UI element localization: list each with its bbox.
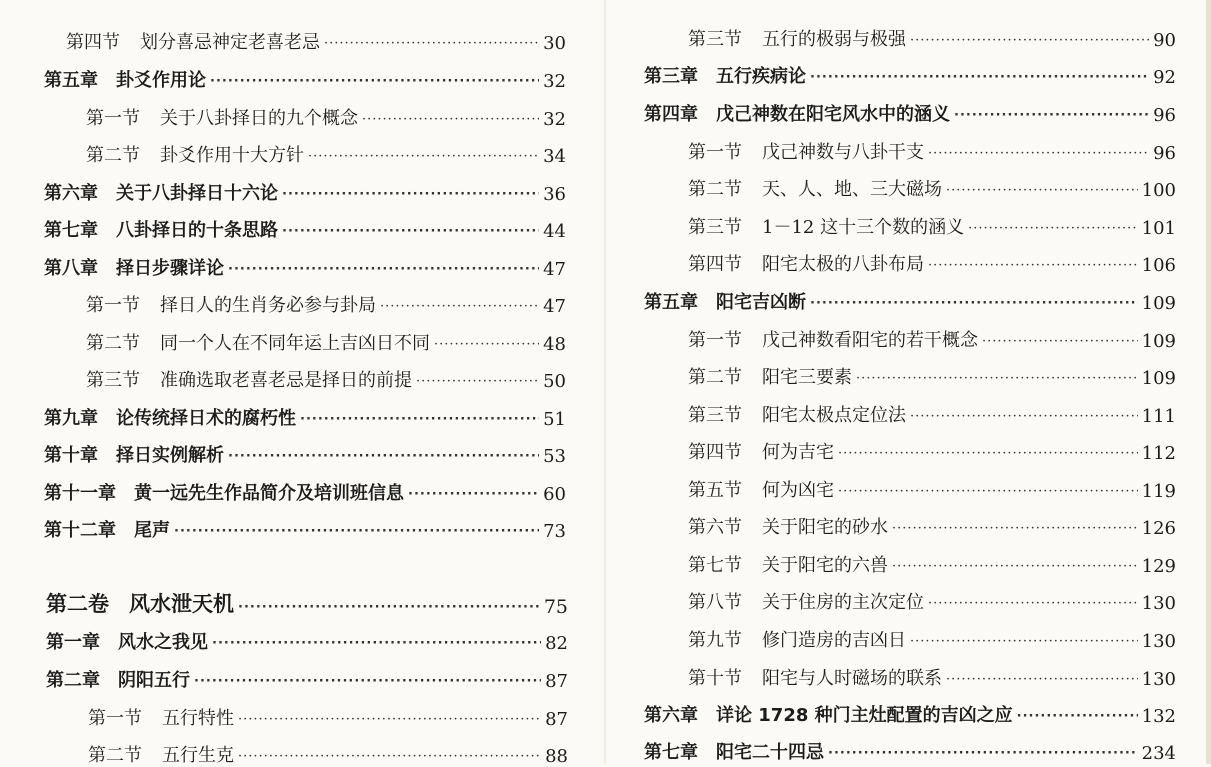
dot-leader bbox=[380, 297, 539, 317]
toc-entry bbox=[688, 478, 1176, 502]
entry-page-number: 109 bbox=[1141, 368, 1176, 389]
dot-leader bbox=[856, 369, 1138, 389]
left-page bbox=[0, 0, 605, 767]
entry-page-number: 36 bbox=[543, 184, 566, 205]
dot-leader bbox=[238, 598, 540, 618]
entry-title: 何为吉宅 bbox=[762, 442, 834, 463]
entry-title: 卦爻作用论 bbox=[116, 70, 206, 91]
dot-leader bbox=[910, 31, 1149, 51]
dot-leader bbox=[238, 710, 541, 730]
entry-page-number: 132 bbox=[1141, 706, 1176, 727]
entry-label: 第一节 bbox=[86, 108, 140, 129]
entry-label: 第九章 bbox=[44, 408, 98, 429]
toc-entry bbox=[86, 143, 566, 167]
toc-entry bbox=[44, 481, 566, 505]
entry-page-number: 73 bbox=[543, 521, 566, 542]
entry-page-number: 30 bbox=[543, 33, 566, 54]
dot-leader bbox=[810, 294, 1138, 314]
toc-entry bbox=[86, 331, 566, 355]
toc-entry bbox=[86, 106, 566, 130]
dot-leader bbox=[282, 222, 539, 242]
toc-entry bbox=[86, 293, 566, 317]
entry-page-number: 51 bbox=[543, 409, 566, 430]
dot-leader bbox=[308, 147, 539, 167]
entry-label: 第三章 bbox=[644, 66, 698, 87]
dot-leader bbox=[416, 372, 539, 392]
toc-entry bbox=[688, 628, 1176, 652]
entry-label: 第一节 bbox=[86, 295, 140, 316]
entry-page-number: 109 bbox=[1141, 331, 1176, 352]
entry-label: 第六章 bbox=[644, 705, 698, 726]
toc-entry bbox=[688, 365, 1176, 389]
dot-leader bbox=[434, 335, 539, 355]
dot-leader bbox=[282, 185, 539, 205]
entry-page-number: 88 bbox=[545, 746, 568, 767]
dot-leader bbox=[300, 410, 539, 430]
entry-title: 阳宅太极的八卦布局 bbox=[762, 254, 924, 275]
entry-label: 第二卷 bbox=[46, 592, 109, 616]
entry-title: 划分喜忌神定老喜老忌 bbox=[140, 32, 320, 53]
entry-page-number: 50 bbox=[543, 371, 566, 392]
entry-title: 同一个人在不同年运上吉凶日不同 bbox=[160, 333, 430, 354]
entry-label: 第二节 bbox=[86, 333, 140, 354]
entry-title: 关于住房的主次定位 bbox=[762, 592, 924, 613]
toc-entry bbox=[66, 30, 566, 54]
entry-page-number: 101 bbox=[1141, 218, 1176, 239]
toc-entry bbox=[688, 440, 1176, 464]
entry-title: 关于八卦择日十六论 bbox=[116, 183, 278, 204]
entry-label: 第九节 bbox=[688, 630, 742, 651]
toc-entry bbox=[46, 668, 568, 692]
toc-entry bbox=[644, 703, 1176, 727]
toc-entry bbox=[644, 290, 1176, 314]
page-edge bbox=[1206, 0, 1211, 764]
toc-entry bbox=[688, 403, 1176, 427]
toc-entry bbox=[44, 181, 566, 205]
entry-page-number: 130 bbox=[1141, 631, 1176, 652]
toc-entry bbox=[688, 553, 1176, 577]
entry-title: 五行生克 bbox=[162, 745, 234, 766]
entry-title: 择日步骤详论 bbox=[116, 258, 224, 279]
entry-title: 八卦择日的十条思路 bbox=[116, 220, 278, 241]
entry-page-number: 87 bbox=[545, 709, 568, 730]
entry-label: 第一节 bbox=[688, 330, 742, 351]
toc-entry bbox=[44, 406, 566, 430]
toc-entry bbox=[88, 706, 568, 730]
dot-leader bbox=[362, 110, 539, 130]
dot-leader bbox=[946, 670, 1138, 690]
dot-leader bbox=[408, 485, 539, 505]
entry-label: 第十章 bbox=[44, 445, 98, 466]
entry-label: 第二节 bbox=[688, 179, 742, 200]
entry-page-number: 92 bbox=[1153, 67, 1176, 88]
dot-leader bbox=[892, 519, 1138, 539]
entry-title: 论传统择日术的腐朽性 bbox=[116, 408, 296, 429]
entry-label: 第二章 bbox=[46, 670, 100, 691]
toc-entry bbox=[688, 140, 1176, 164]
entry-title: 戊己神数看阳宅的若干概念 bbox=[762, 330, 978, 351]
dot-leader bbox=[838, 482, 1138, 502]
entry-title: 阳宅与人时磁场的联系 bbox=[762, 668, 942, 689]
entry-title: 风水泄天机 bbox=[129, 592, 234, 616]
entry-page-number: 82 bbox=[545, 633, 568, 654]
toc-entry bbox=[44, 518, 566, 542]
entry-label: 第六章 bbox=[44, 183, 98, 204]
toc-entry bbox=[46, 630, 568, 654]
entry-page-number: 112 bbox=[1141, 443, 1176, 464]
toc-entry bbox=[88, 743, 568, 767]
entry-title: 阴阳五行 bbox=[118, 670, 190, 691]
entry-page-number: 100 bbox=[1141, 180, 1176, 201]
entry-title: 准确选取老喜老忌是择日的前提 bbox=[160, 370, 412, 391]
dot-leader bbox=[174, 522, 539, 542]
toc-entry bbox=[688, 252, 1176, 276]
entry-title: 五行的极弱与极强 bbox=[762, 29, 906, 50]
entry-page-number: 47 bbox=[543, 259, 566, 280]
entry-page-number: 119 bbox=[1141, 481, 1176, 502]
entry-page-number: 96 bbox=[1153, 105, 1176, 126]
entry-label: 第七节 bbox=[688, 555, 742, 576]
toc-entry bbox=[44, 256, 566, 280]
entry-label: 第一节 bbox=[688, 142, 742, 163]
entry-title: 关于八卦择日的九个概念 bbox=[160, 108, 358, 129]
entry-label: 第二节 bbox=[688, 367, 742, 388]
entry-title: 五行特性 bbox=[162, 708, 234, 729]
entry-title: 五行疾病论 bbox=[716, 66, 806, 87]
entry-page-number: 32 bbox=[543, 71, 566, 92]
entry-label: 第三节 bbox=[86, 370, 140, 391]
dot-leader bbox=[928, 256, 1138, 276]
dot-leader bbox=[892, 557, 1138, 577]
entry-page-number: 90 bbox=[1153, 30, 1176, 51]
dot-leader bbox=[210, 72, 539, 92]
entry-page-number: 111 bbox=[1141, 406, 1176, 427]
entry-label: 第三节 bbox=[688, 217, 742, 238]
entry-page-number: 60 bbox=[543, 484, 566, 505]
entry-label: 第十一章 bbox=[44, 483, 116, 504]
entry-page-number: 106 bbox=[1141, 255, 1176, 276]
toc-entry bbox=[688, 177, 1176, 201]
entry-title: 风水之我见 bbox=[118, 632, 208, 653]
entry-label: 第二节 bbox=[86, 145, 140, 166]
entry-page-number: 34 bbox=[543, 146, 566, 167]
entry-title: 关于阳宅的砂水 bbox=[762, 517, 888, 538]
entry-title: 关于阳宅的六兽 bbox=[762, 555, 888, 576]
entry-label: 第八章 bbox=[44, 258, 98, 279]
entry-title: 戊己神数在阳宅风水中的涵义 bbox=[716, 104, 950, 125]
entry-label: 第三节 bbox=[688, 405, 742, 426]
entry-page-number: 53 bbox=[543, 446, 566, 467]
entry-title: 1－12 这十三个数的涵义 bbox=[762, 217, 965, 238]
dot-leader bbox=[954, 106, 1149, 126]
entry-title: 修门造房的吉凶日 bbox=[762, 630, 906, 651]
entry-label: 第八节 bbox=[688, 592, 742, 613]
entry-label: 第五节 bbox=[688, 480, 742, 501]
entry-label: 第七章 bbox=[44, 220, 98, 241]
right-page bbox=[606, 0, 1206, 764]
entry-title: 阳宅吉凶断 bbox=[716, 292, 806, 313]
entry-label: 第十二章 bbox=[44, 520, 116, 541]
entry-title: 戊己神数与八卦干支 bbox=[762, 142, 924, 163]
entry-title: 何为凶宅 bbox=[762, 480, 834, 501]
toc-entry bbox=[44, 68, 566, 92]
entry-page-number: 130 bbox=[1141, 669, 1176, 690]
entry-page-number: 47 bbox=[543, 296, 566, 317]
dot-leader bbox=[928, 594, 1138, 614]
entry-title: 阳宅二十四忌 bbox=[716, 742, 824, 763]
entry-page-number: 75 bbox=[543, 596, 568, 618]
dot-leader bbox=[212, 634, 541, 654]
dot-leader bbox=[1017, 707, 1138, 727]
toc-entry bbox=[86, 368, 566, 392]
entry-title: 黄一远先生作品简介及培训班信息 bbox=[134, 483, 404, 504]
entry-label: 第五章 bbox=[44, 70, 98, 91]
entry-title: 阳宅三要素 bbox=[762, 367, 852, 388]
dot-leader bbox=[910, 407, 1138, 427]
entry-page-number: 130 bbox=[1141, 593, 1176, 614]
entry-title: 尾声 bbox=[134, 520, 170, 541]
dot-leader bbox=[946, 181, 1138, 201]
entry-page-number: 48 bbox=[543, 334, 566, 355]
entry-label: 第三节 bbox=[688, 29, 742, 50]
entry-label: 第四节 bbox=[688, 442, 742, 463]
entry-page-number: 44 bbox=[543, 221, 566, 242]
entry-title: 阳宅太极点定位法 bbox=[762, 405, 906, 426]
entry-label: 第五章 bbox=[644, 292, 698, 313]
entry-page-number: 96 bbox=[1153, 143, 1176, 164]
entry-label: 第一节 bbox=[88, 708, 142, 729]
dot-leader bbox=[982, 332, 1138, 352]
dot-leader bbox=[910, 632, 1138, 652]
dot-leader bbox=[194, 672, 541, 692]
toc-entry bbox=[688, 27, 1176, 51]
entry-title: 天、人、地、三大磁场 bbox=[762, 179, 942, 200]
entry-page-number: 234 bbox=[1141, 743, 1176, 764]
entry-title: 择日实例解析 bbox=[116, 445, 224, 466]
toc-entry bbox=[688, 515, 1176, 539]
entry-page-number: 109 bbox=[1141, 293, 1176, 314]
entry-title: 择日人的生肖务必参与卦局 bbox=[160, 295, 376, 316]
entry-page-number: 126 bbox=[1141, 518, 1176, 539]
toc-entry bbox=[688, 328, 1176, 352]
entry-title: 详论 1728 种门主灶配置的吉凶之应 bbox=[716, 705, 1013, 726]
toc-entry bbox=[44, 218, 566, 242]
entry-page-number: 87 bbox=[545, 671, 568, 692]
entry-label: 第六节 bbox=[688, 517, 742, 538]
dot-leader bbox=[228, 447, 539, 467]
toc-entry bbox=[688, 215, 1176, 239]
entry-page-number: 32 bbox=[543, 109, 566, 130]
entry-label: 第四节 bbox=[66, 32, 120, 53]
dot-leader bbox=[324, 34, 539, 54]
toc-entry bbox=[688, 666, 1176, 690]
dot-leader bbox=[810, 68, 1149, 88]
entry-label: 第一章 bbox=[46, 632, 100, 653]
toc-entry bbox=[644, 102, 1176, 126]
entry-label: 第二节 bbox=[88, 745, 142, 766]
dot-leader bbox=[238, 747, 541, 767]
dot-leader bbox=[838, 444, 1138, 464]
dot-leader bbox=[968, 219, 1138, 239]
dot-leader bbox=[928, 144, 1149, 164]
entry-title: 卦爻作用十大方针 bbox=[160, 145, 304, 166]
entry-label: 第四章 bbox=[644, 104, 698, 125]
toc-entry bbox=[688, 590, 1176, 614]
toc-entry bbox=[44, 443, 566, 467]
dot-leader bbox=[228, 260, 539, 280]
toc-entry bbox=[644, 64, 1176, 88]
entry-page-number: 129 bbox=[1141, 556, 1176, 577]
entry-label: 第十节 bbox=[688, 668, 742, 689]
entry-label: 第四节 bbox=[688, 254, 742, 275]
toc-entry bbox=[644, 740, 1176, 764]
toc-volume-entry bbox=[46, 588, 568, 618]
dot-leader bbox=[828, 744, 1138, 764]
entry-label: 第七章 bbox=[644, 742, 698, 763]
